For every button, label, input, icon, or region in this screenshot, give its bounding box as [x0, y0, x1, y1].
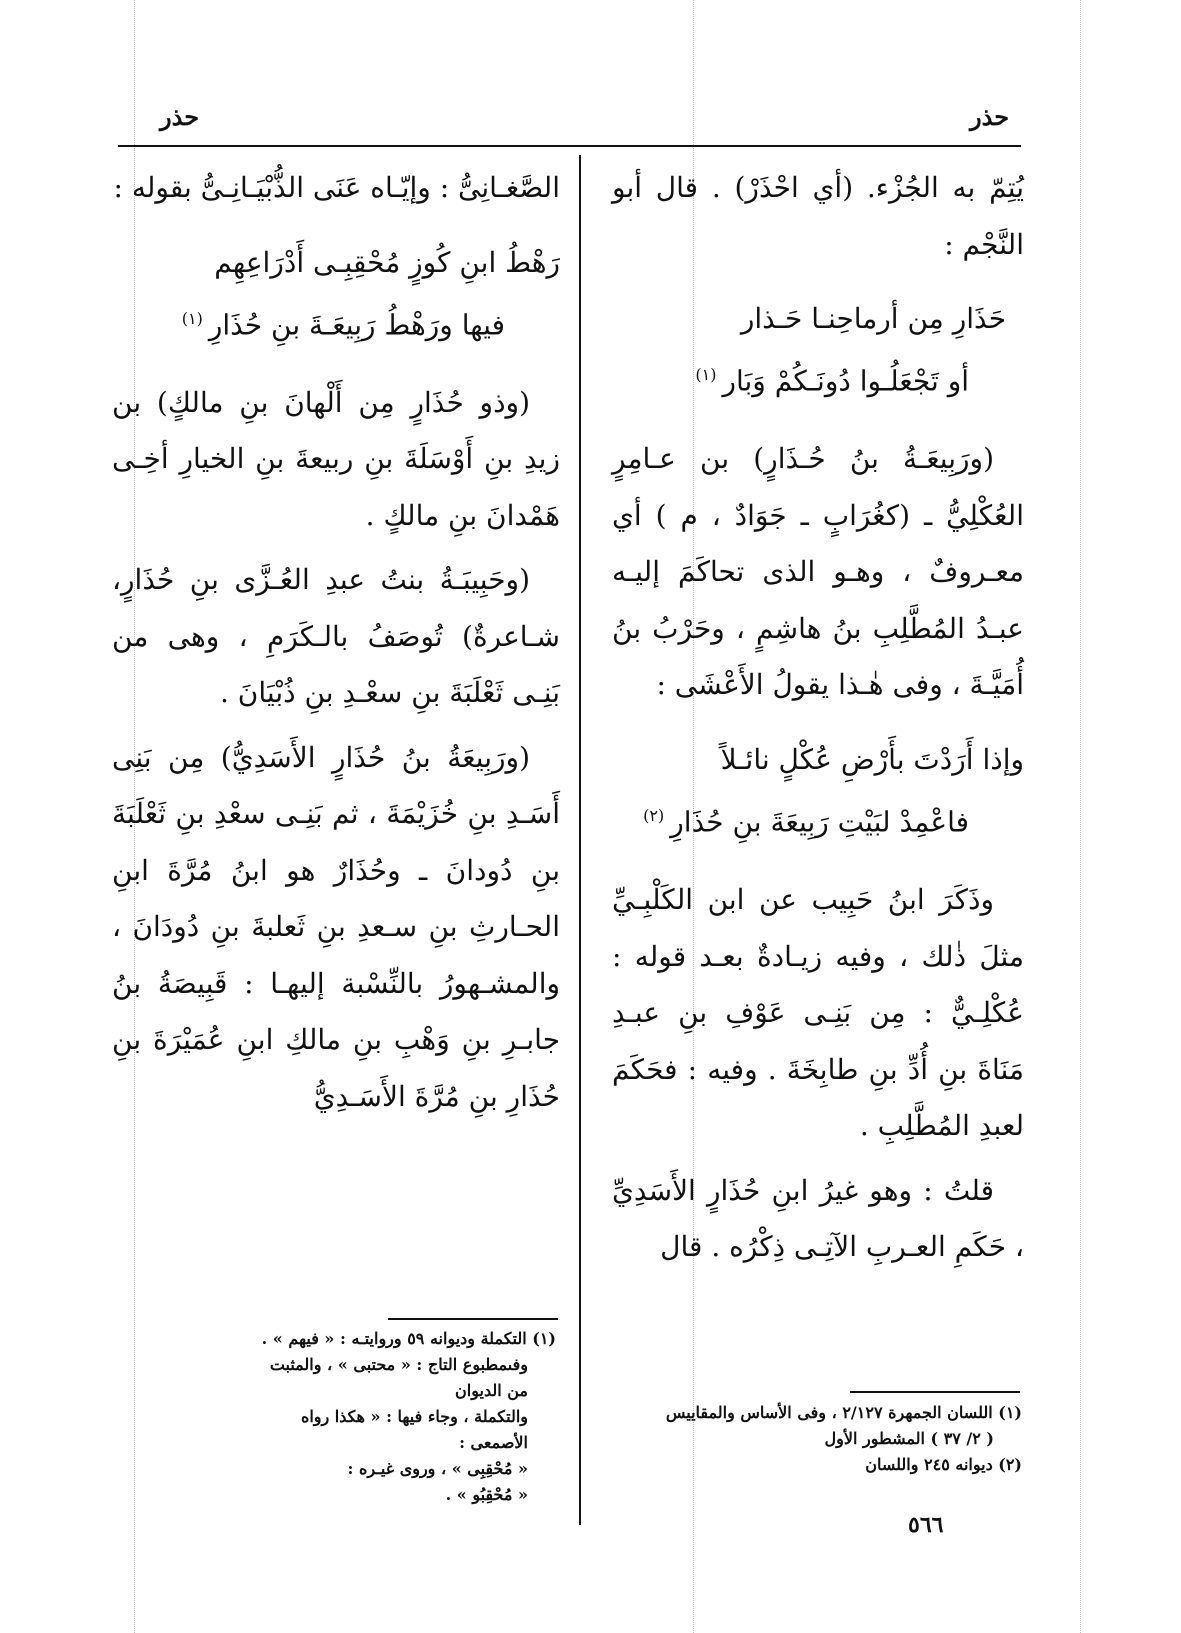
paragraph: (وحَبِيبَـةُ بنتُ عبدِ العُـزَّى بنِ حُذَارٍ، شـاعرةٌ) تُوصَفُ بالـكَرَمِ ، وهى من بَنِـى ثَعْلَبَةَ بنِ سعْـدِ بنِ ذُبْيَانَ .: [112, 563, 560, 710]
verse-text: أو تَجْعَلُـوا دُونَـكُمْ وَبَار: [722, 364, 969, 398]
footnote: (٢) ديوانه ٢٤٥ واللسان: [865, 1455, 1022, 1474]
left-column: [112, 160, 560, 1133]
footnote-marker: (١): [181, 308, 203, 328]
footnote-rule: [850, 1391, 1020, 1393]
footnote: [612, 1400, 1022, 1452]
column-divider: [579, 155, 581, 1525]
footnote-text: « مُحْقِبِى » ، وروى غيـره :: [347, 1459, 528, 1478]
footnote-text: « مُحْقِبُو » .: [445, 1485, 528, 1504]
paragraph: يُتِمّ به الجُزْء. (أي احْذَرْ) . قال أبو النَّجْم :: [612, 171, 1024, 261]
footnote-text: والتكملة ، وجاء فيها : « هكذا رواه الأصمعى :: [300, 1407, 528, 1452]
paragraph: (وذو حُذَارٍ مِن أَلْهانَ بنِ مالكٍ) بن زيدِ بنِ أَوْسَلَةَ بنِ ربيعةَ بنِ الخيارِ أخِـى هَمْدانَ بنِ مالكٍ .: [112, 385, 560, 532]
footnote-text: ( ٢/ ٣٧ ) المشطور الأول: [824, 1429, 994, 1448]
verse: [612, 291, 1024, 409]
paragraph: الصَّغـانِىُّ : وإيّـاه عَنَى الذُّبْيَـانِـىُّ بقوله :: [113, 171, 560, 204]
footnotes-left: [250, 1326, 556, 1508]
verse-text: فاعْمِدْ لبَيْتِ رَبِيعَةَ بنِ حُذَارِ: [670, 805, 969, 839]
verse-line: [612, 788, 1024, 850]
verse-line: حَذَارِ مِن أرماحِنـا حَـذار: [740, 302, 1006, 335]
footnote-text: (١) التكملة وديوانه ٥٩ وروايتـه : « فيهم » .: [261, 1329, 556, 1348]
verse-line: وإذا أَرَدْتَ بأَرْضِ عُكْلٍ نائـلاً: [720, 742, 1024, 776]
verse: [612, 732, 1024, 850]
verse-line: [112, 291, 560, 353]
footnote-marker: (١): [695, 365, 717, 384]
paragraph: (ورَبِيعَـةُ بنُ حُـذَارٍ) بن عـامِرٍ العُكْلِيُّ ـ (كغُرَابٍ ـ جَوَادٌ ، م ) أي معـروفٌ ، وهـو الذى تحاكَمَ إليـه عبـدُ المُطَّلِبِ بنُ هاشِمٍ ، وحَرْبُ بنُ أُمَيَّـةَ ، وفى هٰـذا يقولُ الأَعْشَى :: [612, 442, 1024, 702]
footnote-rule: [388, 1318, 558, 1320]
footnote: [250, 1326, 556, 1508]
footnote-text: وفىمطبوع التاج : « محتبى » ، والمثبت من الديوان: [269, 1355, 528, 1400]
verse-line: رَهْطُ ابنِ كُوزٍ مُحْقِبِـى أَدْرَاعِهِم: [214, 245, 560, 279]
footnote-marker: (٢): [643, 805, 665, 825]
verse: [112, 235, 560, 353]
right-column: [612, 160, 1024, 1284]
running-header-left: حذر: [160, 102, 200, 131]
paragraph: وذَكَرَ ابنُ حَبِيب عن ابن الكَلْبِـيِّ مثلَ ذٰلك ، وفيه زيـادةٌ بعـد قوله : عُكْلِـيٌّ : مِن بَنِـى عَوْفِ بنِ عبـدِ مَنَاةَ بنِ أُدِّ بنِ طابِخَةَ . وفيه : فحَكَمَ لعبدِ المُطَّلِبِ .: [612, 883, 1024, 1143]
running-header-right: حذر: [970, 102, 1010, 131]
verse-text: فيها ورَهْطُ رَبِيعَـةَ بنِ حُذَارِ: [208, 307, 505, 341]
verse-line: [612, 347, 1024, 409]
page-number: ٥٦٦: [908, 1512, 944, 1538]
scan-guide-line: [1080, 0, 1081, 1633]
paragraph: قلتُ : وهو غيرُ ابنِ حُذَارٍ الأَسَدِيِّ ، حَكَمِ العـربِ الآتِـى ذِكْرُه . قال: [612, 1173, 1024, 1264]
footnotes-right: [612, 1400, 1022, 1478]
footnote-text: (١) اللسان الجمهرة ٢/١٢٧ ، وفى الأساس والمقاييس: [665, 1403, 1022, 1422]
header-rule: [118, 145, 1021, 147]
paragraph: (ورَبِيعَةُ بنُ حُذَارٍ الأَسَدِيُّ) مِن بَنِى أَسَـدِ بنِ خُزَيْمَةَ ، ثم بَنِـى سعْدِ بنِ ثَعْلَبَةَ بنِ دُودانَ ـ وحُذَارٌ هو ابنُ مُرَّةَ ابنِ الحـارثِ بنِ سـعدِ بنِ ثَعلبةَ بنِ دُودَانَ ، والمشـهورُ بالنِّسْبة إليهـا : قَبِيصَةُ بنُ جابـرِ بنِ وَهْبِ بنِ مالكِ ابنِ عُمَيْرَةَ بنِ حُذَارِ بنِ مُرَّةَ الأَسَـدِيُّ: [112, 740, 560, 1113]
